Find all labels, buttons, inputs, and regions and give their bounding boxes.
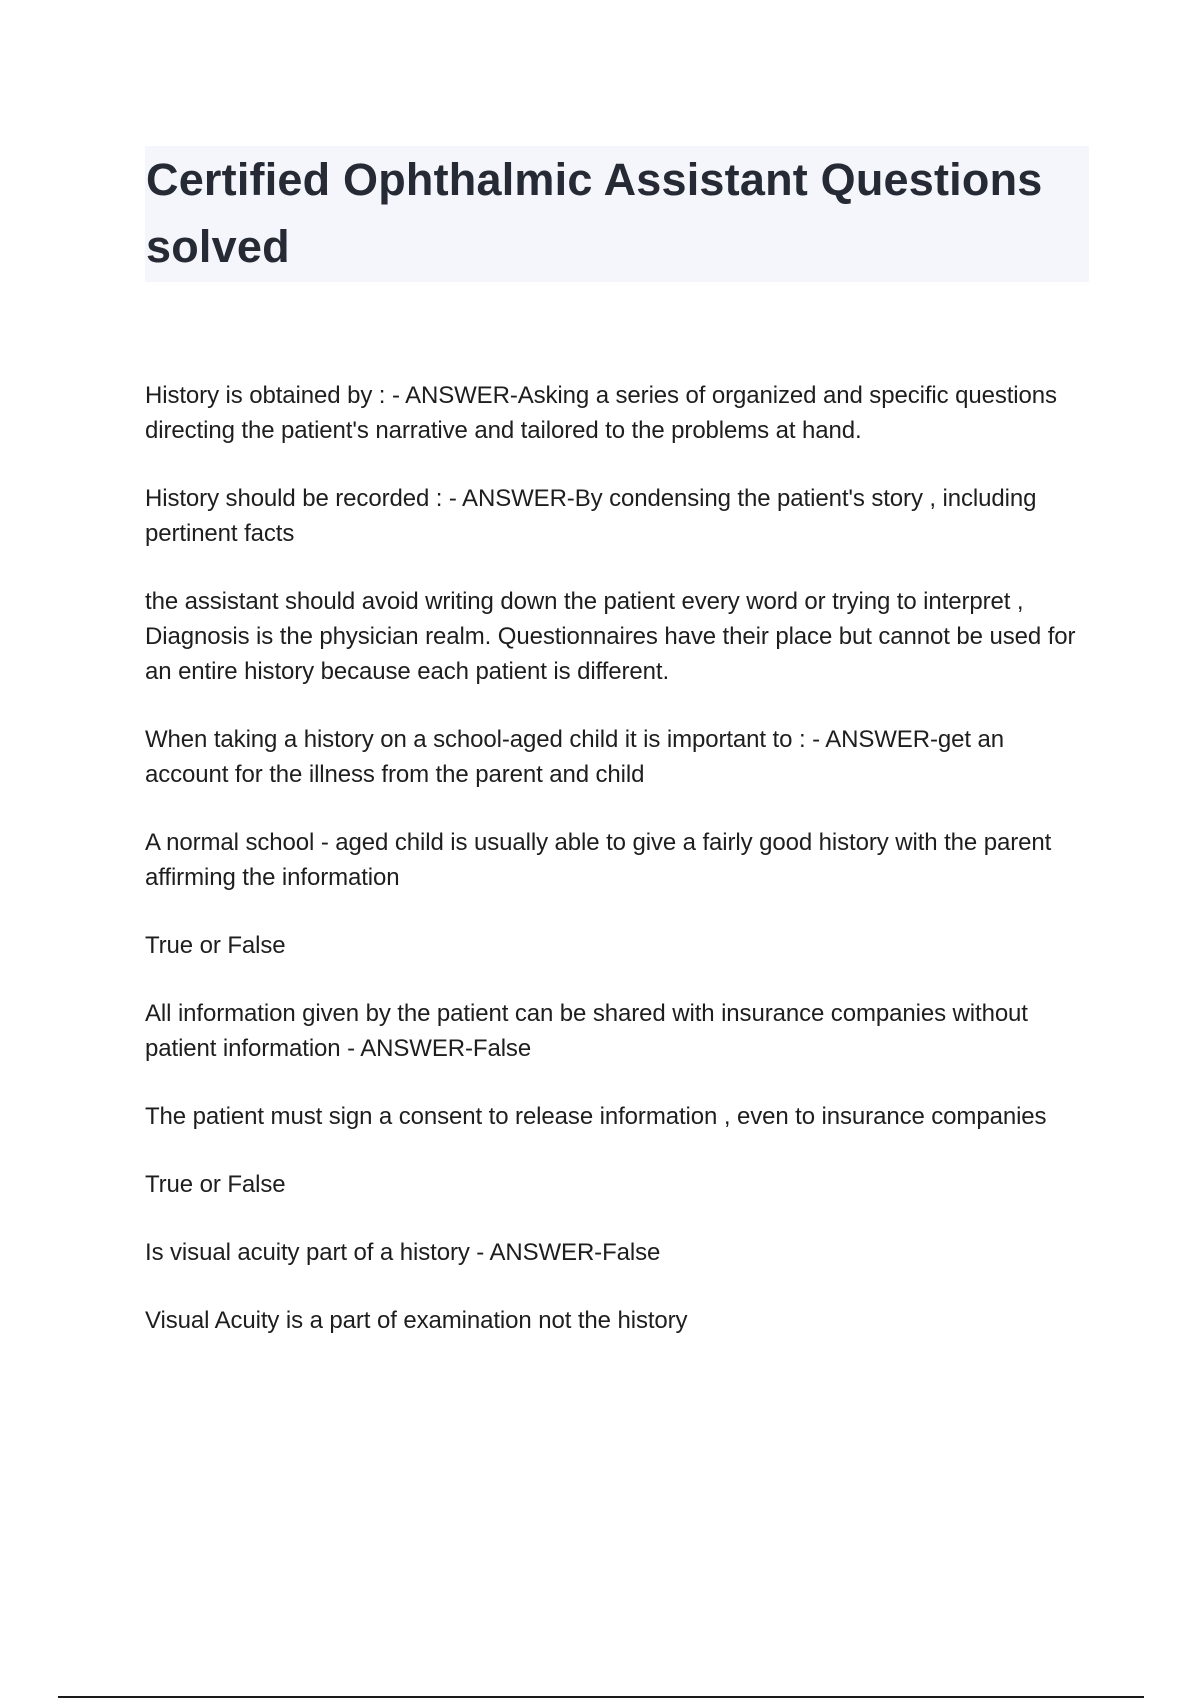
qa-paragraph-2: History should be recorded : - ANSWER-By condensing the patient's story , including pertinent facts xyxy=(145,485,1037,547)
qa-paragraph-1: History is obtained by : - ANSWER-Asking a series of organized and specific questions directing the patient's narrative and tailored to the problems at hand. xyxy=(145,382,1057,444)
qa-paragraph-9: True or False xyxy=(145,1171,286,1198)
page-bottom-divider xyxy=(58,1696,1144,1698)
qa-paragraph-3: the assistant should avoid writing down the patient every word or trying to interpret , Diagnosis is the physician realm. Questionnaires have their place but cannot be used for an entire history because each patient is different. xyxy=(145,588,1076,685)
document-body xyxy=(145,378,1090,1371)
qa-paragraph-5: A normal school - aged child is usually able to give a fairly good history with the parent affirming the information xyxy=(145,829,1052,891)
title-banner xyxy=(145,146,1089,282)
qa-paragraph-7: All information given by the patient can be shared with insurance companies without patient information - ANSWER-False xyxy=(145,1000,1028,1062)
document-title: Certified Ophthalmic Assistant Questions solved xyxy=(146,154,1043,272)
qa-paragraph-11: Visual Acuity is a part of examination not the history xyxy=(145,1307,688,1334)
qa-paragraph-6: True or False xyxy=(145,932,286,959)
qa-paragraph-10: Is visual acuity part of a history - ANSWER-False xyxy=(145,1239,661,1266)
qa-paragraph-8: The patient must sign a consent to release information , even to insurance companies xyxy=(145,1103,1047,1130)
qa-paragraph-4: When taking a history on a school-aged child it is important to : - ANSWER-get an account for the illness from the parent and child xyxy=(145,726,1004,788)
